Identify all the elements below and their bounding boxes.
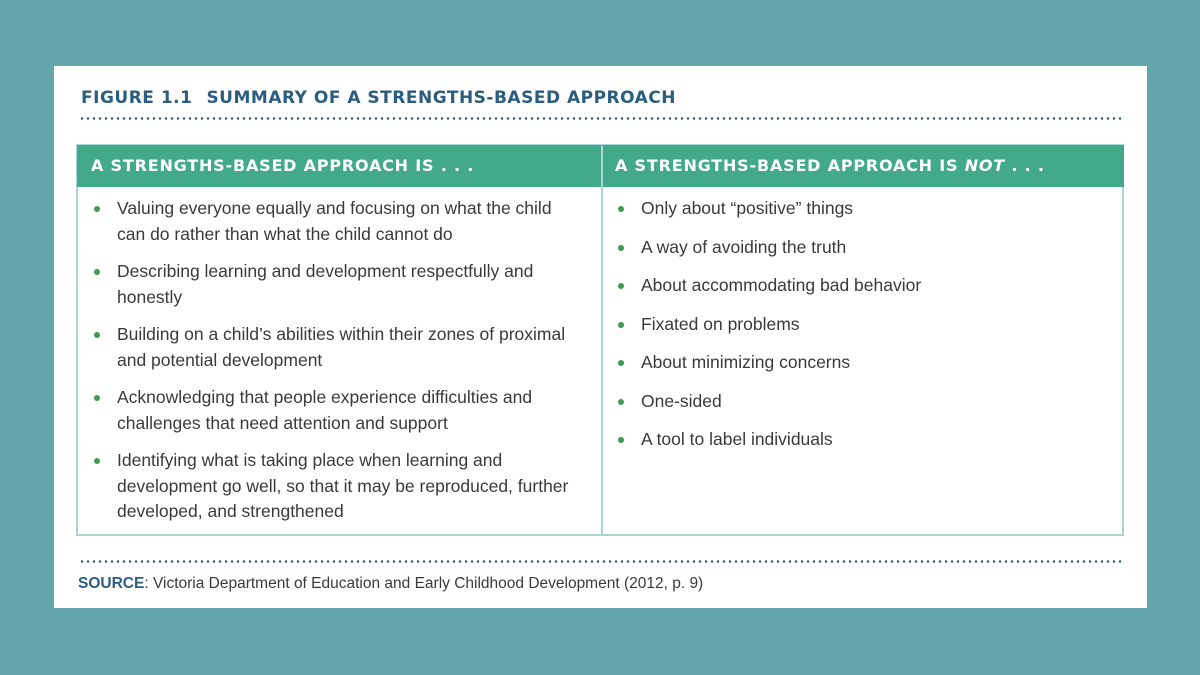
is-list-item	[92, 322, 582, 373]
is-not-list	[616, 196, 1106, 466]
bottom-dotted-rule	[79, 560, 1123, 563]
bullet-icon	[618, 283, 624, 289]
bullet-icon	[618, 322, 624, 328]
is-not-list-item	[616, 235, 1106, 261]
header-is-not-suffix: . . .	[1005, 156, 1045, 175]
is-list-item	[92, 448, 582, 525]
bullet-icon	[94, 269, 100, 275]
is-not-list-item	[616, 273, 1106, 299]
bullet-icon	[94, 332, 100, 338]
bullet-icon	[618, 399, 624, 405]
figure-card	[54, 66, 1147, 608]
is-not-item-text: A tool to label individuals	[641, 429, 833, 449]
is-item-text: Building on a child’s abilities within their zones of proximal and potential development	[117, 324, 566, 370]
is-not-list-item	[616, 196, 1106, 222]
is-list-item	[92, 385, 582, 436]
is-item-text: Acknowledging that people experience difficulties and challenges that need attention and support	[117, 387, 533, 433]
is-list-item	[92, 196, 582, 247]
is-item-text: Describing learning and development respectfully and honestly	[117, 261, 534, 307]
bullet-icon	[618, 206, 624, 212]
figure-number: FIGURE 1.1	[81, 88, 193, 108]
is-not-item-text: Fixated on problems	[641, 313, 800, 334]
header-is-not	[602, 145, 1124, 187]
source-citation	[78, 575, 703, 593]
bullet-icon	[618, 437, 624, 443]
bullet-icon	[94, 395, 100, 401]
is-not-list-item	[616, 389, 1106, 415]
is-not-item-text: About accommodating bad behavior	[641, 275, 922, 295]
top-dotted-rule	[79, 117, 1123, 120]
is-list-item	[92, 259, 582, 310]
header-is: A STRENGTHS-BASED APPROACH IS . . .	[77, 145, 601, 187]
bullet-icon	[94, 206, 100, 212]
header-not-emphasis: NOT	[964, 156, 1006, 175]
is-item-text: Valuing everyone equally and focusing on what the child can do rather than what the child cannot do	[117, 198, 552, 244]
is-not-item-text: About minimizing concerns	[641, 352, 851, 372]
is-not-list-item	[616, 427, 1106, 453]
is-not-item-text: Only about “positive” things	[641, 198, 854, 218]
is-list	[92, 196, 582, 537]
header-is-not-prefix: A STRENGTHS-BASED APPROACH IS	[615, 156, 965, 175]
source-label: SOURCE	[78, 575, 145, 592]
comparison-table	[76, 144, 1124, 536]
is-item-text: Identifying what is taking place when learning and development go well, so that it may be reproduced, further developed, and strengthened	[117, 450, 569, 521]
figure-title	[81, 88, 676, 108]
bullet-icon	[618, 360, 624, 366]
is-not-list-item	[616, 312, 1106, 338]
bullet-icon	[94, 458, 100, 464]
column-divider	[601, 146, 603, 534]
source-text: : Victoria Department of Education and Early Childhood Development (2012, p. 9)	[144, 575, 704, 592]
is-not-list-item	[616, 350, 1106, 376]
is-not-item-text: One-sided	[641, 390, 722, 411]
is-not-item-text: A way of avoiding the truth	[641, 236, 847, 257]
figure-title-text: SUMMARY OF A STRENGTHS-BASED APPROACH	[206, 88, 676, 108]
bullet-icon	[618, 245, 624, 251]
